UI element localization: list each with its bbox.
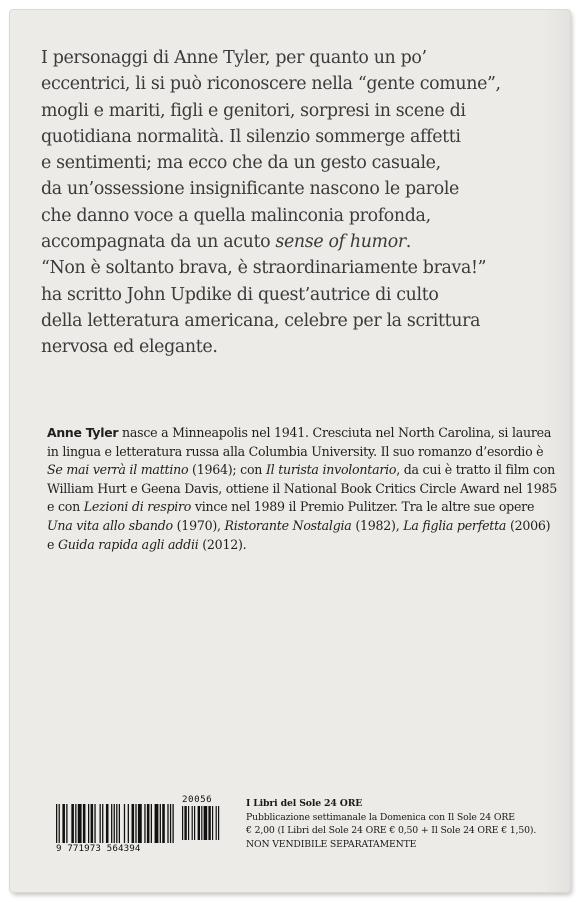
- barcode-bar: [208, 806, 210, 840]
- barcode-bar: [106, 804, 109, 843]
- barcode-digits: 9 771973 564394: [56, 843, 141, 854]
- barcode: [56, 794, 236, 854]
- barcode-bar: [132, 804, 135, 843]
- author-name: Anne Tyler: [47, 425, 119, 440]
- imprint-line-3: NON VENDIBILE SEPARATAMENTE: [246, 838, 417, 850]
- barcode-bar: [162, 804, 165, 843]
- barcode-bar: [111, 804, 112, 843]
- bio-text-3: , da cui è tratto il film con William Hurt e Geena Davis, ottiene il National Book Critics Circle Award nel 1985 e con: [47, 462, 557, 515]
- barcode-bar: [119, 804, 120, 843]
- barcode-bar: [66, 804, 67, 843]
- book-title-7: Guida rapida agli addii: [57, 536, 199, 552]
- book-title-2: Il turista involontario: [265, 462, 397, 478]
- barcode-bar: [160, 804, 161, 843]
- barcode-bar: [56, 804, 57, 843]
- book-back-cover: [10, 10, 570, 892]
- barcode-bar: [62, 804, 65, 843]
- barcode-bar: [100, 804, 101, 843]
- barcode-bar: [182, 806, 183, 840]
- barcode-bar: [198, 806, 200, 840]
- book-title-1: Se mai verrà il mattino: [47, 462, 189, 478]
- imprint-line-1: Pubblicazione settimanale la Domenica con Il Sole 24 ORE: [246, 811, 515, 823]
- barcode-bar: [75, 804, 76, 843]
- barcode-bar: [192, 806, 193, 840]
- barcode-bar: [91, 804, 94, 843]
- barcode-bar: [151, 804, 152, 843]
- barcode-bar: [128, 804, 129, 843]
- bio-text-5: (1970),: [172, 517, 225, 533]
- blurb-part-1: I personaggi di Anne Tyler, per quanto un po’ eccentrici, li si può riconoscere nella “gente comune”, mogli e mariti, figli e genitori, sorpresi in scene di quotidiana normalità. Il silenzio sommerge affetti e sentimenti; ma ecco che da un gesto casuale, da un’ossessione insignificante nascono le parole che danno voce a quella malinconia profonda, accompagnata da un acuto: [41, 48, 501, 253]
- bio-text-8: (2012).: [198, 536, 247, 552]
- bio-text-4: vince nel 1989 il Premio Pulitzer. Tra le altre sue opere: [191, 499, 535, 515]
- blurb-part-2: . “Non è soltanto brava, è straordinariamente brava!” ha scritto John Updike di quest’autrice di culto della letteratura americana, celebre per la scrittura nervosa ed elegante.: [41, 232, 487, 358]
- bio-text-7: (2006) e: [47, 517, 551, 552]
- book-title-3: Lezioni di respiro: [83, 499, 192, 515]
- blurb-text: [41, 45, 541, 361]
- publisher-name: I Libri del Sole 24 ORE: [246, 798, 363, 809]
- book-title-4: Una vita allo sbando: [47, 517, 173, 533]
- barcode-bar: [172, 804, 173, 843]
- barcode-bar: [135, 804, 136, 843]
- barcode-bar: [194, 806, 195, 840]
- barcode-bar: [102, 804, 103, 843]
- barcode-bar: [83, 804, 86, 843]
- author-bio: [47, 424, 557, 554]
- bio-text-6: (1982),: [351, 517, 404, 533]
- barcode-bar: [78, 804, 82, 843]
- barcode-bar: [184, 806, 186, 840]
- barcode-bar: [170, 804, 171, 843]
- barcode-bar: [124, 804, 125, 843]
- barcode-bar: [218, 806, 219, 840]
- barcode-bar: [94, 804, 95, 843]
- publisher-imprint: [246, 797, 566, 851]
- barcode-bar: [59, 804, 60, 843]
- imprint-line-2: € 2,00 (I Libri del Sole 24 ORE € 0,50 + Il Sole 24 ORE € 1,50).: [246, 825, 537, 836]
- barcode-bar: [167, 804, 168, 843]
- book-title-6: La figlia perfetta: [403, 517, 507, 533]
- blurb-italic-phrase: sense of humor: [275, 232, 406, 253]
- barcode-addon-digits: 20056: [182, 794, 213, 805]
- barcode-bar: [114, 804, 115, 843]
- barcode-bar: [212, 806, 213, 840]
- barcode-bar: [147, 804, 150, 843]
- bio-text-2: (1964); con: [188, 462, 266, 478]
- barcode-bar: [88, 804, 89, 843]
- barcode-bar: [144, 804, 145, 843]
- barcode-bar: [71, 804, 74, 843]
- barcode-bar: [201, 806, 202, 840]
- barcode-bar: [116, 804, 117, 843]
- bio-text-1: nasce a Minneapolis nel 1941. Cresciuta nel North Carolina, si laurea in lingua e letteratura russa alla Columbia University. Il suo romanzo d’esordio è: [47, 425, 552, 459]
- barcode-bar: [138, 804, 142, 843]
- barcode-bar: [216, 806, 217, 840]
- barcode-bar: [155, 804, 159, 843]
- book-title-5: Ristorante Nostalgia: [224, 517, 352, 533]
- barcode-bar: [188, 806, 189, 840]
- barcode-bar: [204, 806, 208, 840]
